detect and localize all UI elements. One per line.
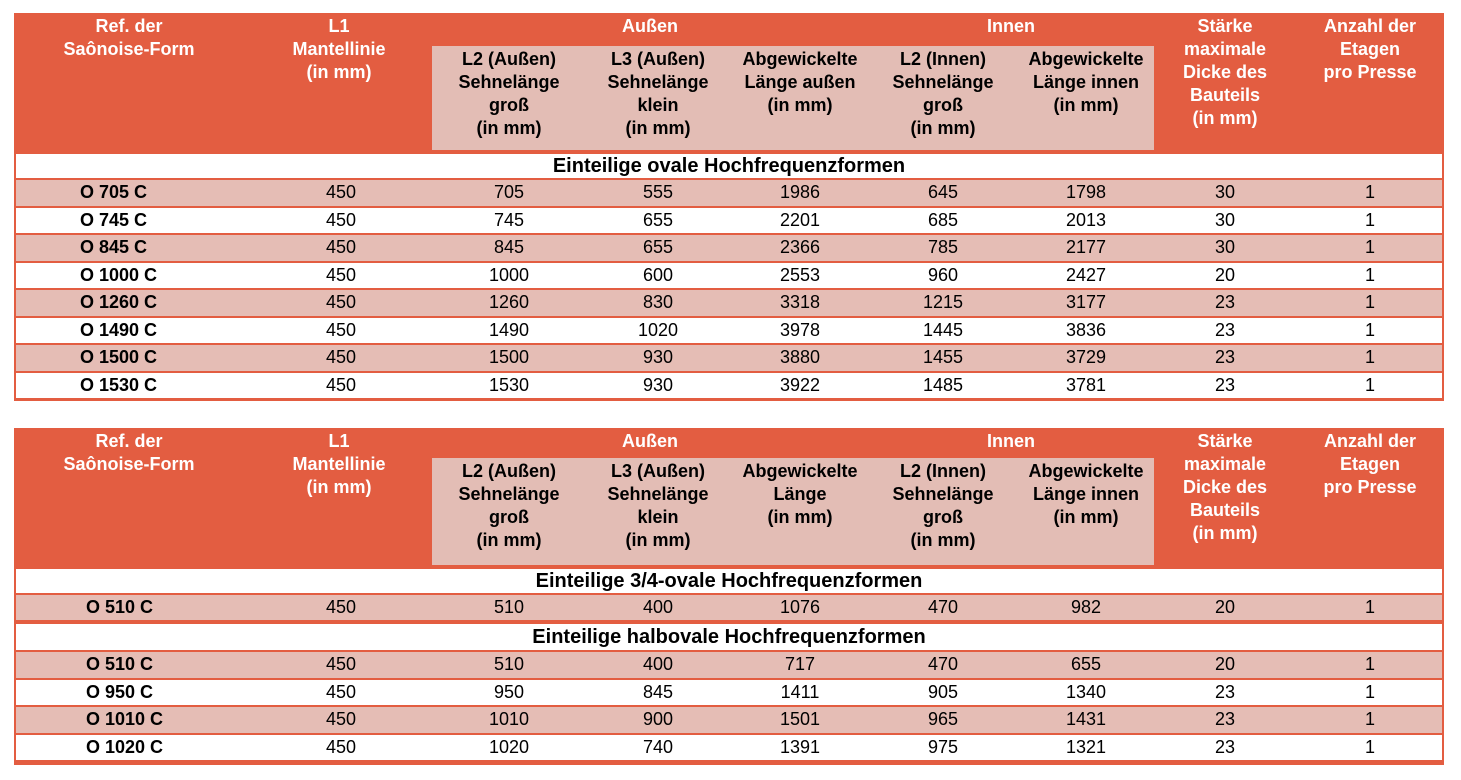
cell-ref: O 510 C xyxy=(86,654,154,674)
cell-abgi: 1431 xyxy=(1065,709,1107,729)
cell-l2a: 845 xyxy=(493,237,525,257)
cell-abga: 2553 xyxy=(779,264,821,285)
cell-l2a: 950 xyxy=(493,681,525,702)
cell-anzahl: 1 xyxy=(1364,597,1375,617)
table-row xyxy=(16,735,1442,761)
cell-abgi: 2013 xyxy=(1065,209,1107,230)
cell-l3a: 830 xyxy=(642,292,674,312)
subheader-l2-innen: L2 (Innen) Sehnelänge groß (in mm) xyxy=(892,461,994,550)
subheader-l2-aussen: L2 (Außen) Sehnelänge groß (in mm) xyxy=(458,49,560,138)
cell-abgi: 1340 xyxy=(1065,681,1107,702)
cell-ref: O 950 C xyxy=(86,681,154,702)
table-row xyxy=(16,680,1442,706)
cell-staerke: 30 xyxy=(1214,182,1236,202)
cell-l3a: 930 xyxy=(642,374,674,395)
cell-staerke: 30 xyxy=(1214,237,1236,257)
section-title: Einteilige ovale Hochfrequenzformen xyxy=(16,154,1442,178)
header-ref: Ref. der Saônoise-Form xyxy=(63,431,195,474)
cell-l3a: 930 xyxy=(642,347,674,367)
cell-l2a: 1000 xyxy=(488,264,530,285)
cell-l2a: 1010 xyxy=(488,709,530,729)
table-row xyxy=(16,707,1442,733)
cell-l3a: 655 xyxy=(642,209,674,230)
table-row xyxy=(16,595,1442,620)
cell-staerke: 23 xyxy=(1214,292,1236,312)
cell-ref: O 1530 C xyxy=(80,374,158,395)
cell-l2i: 785 xyxy=(927,237,959,257)
table-row xyxy=(16,263,1442,289)
cell-abgi: 655 xyxy=(1070,654,1102,674)
table-row xyxy=(16,235,1442,261)
header-ref: Ref. der Saônoise-Form xyxy=(63,16,195,59)
cell-abga: 717 xyxy=(784,654,816,674)
cell-staerke: 23 xyxy=(1214,681,1236,702)
cell-l2i: 1485 xyxy=(922,374,964,395)
cell-l3a: 740 xyxy=(642,736,674,757)
cell-staerke: 20 xyxy=(1214,264,1236,285)
cell-ref: O 845 C xyxy=(80,237,148,257)
cell-abga: 3922 xyxy=(779,374,821,395)
subheader-l3-aussen: L3 (Außen) Sehnelänge klein (in mm) xyxy=(607,461,709,550)
section-title: Einteilige halbovale Hochfrequenzformen xyxy=(16,624,1442,650)
cell-l1: 450 xyxy=(325,654,357,674)
cell-abgi: 3729 xyxy=(1065,347,1107,367)
cell-abga: 1501 xyxy=(779,709,821,729)
cell-l2i: 965 xyxy=(927,709,959,729)
cell-l3a: 1020 xyxy=(637,319,679,340)
cell-l2i: 960 xyxy=(927,264,959,285)
cell-staerke: 20 xyxy=(1214,597,1236,617)
cell-l2i: 1215 xyxy=(922,292,964,312)
cell-anzahl: 1 xyxy=(1364,209,1375,230)
cell-l2i: 470 xyxy=(927,597,959,617)
table-row xyxy=(16,345,1442,371)
cell-ref: O 1500 C xyxy=(80,347,158,367)
cell-l3a: 400 xyxy=(642,597,674,617)
cell-l2i: 975 xyxy=(927,736,959,757)
cell-ref: O 705 C xyxy=(80,182,148,202)
subheader-abgewickelt-aussen: Abgewickelte Länge außen (in mm) xyxy=(742,49,858,115)
cell-l3a: 555 xyxy=(642,182,674,202)
header-anzahl: Anzahl der Etagen pro Presse xyxy=(1323,431,1417,497)
table-row xyxy=(16,180,1442,206)
cell-l2a: 1500 xyxy=(488,347,530,367)
cell-ref: O 1490 C xyxy=(80,319,158,340)
cell-abgi: 3781 xyxy=(1065,374,1107,395)
cell-l1: 450 xyxy=(325,681,357,702)
cell-abga: 3978 xyxy=(779,319,821,340)
cell-anzahl: 1 xyxy=(1364,237,1375,257)
table-row xyxy=(16,373,1442,399)
cell-staerke: 23 xyxy=(1214,736,1236,757)
header-aussen: Außen xyxy=(622,431,678,451)
cell-l2a: 745 xyxy=(493,209,525,230)
table-ovale-formen xyxy=(14,13,1444,401)
subheader-abgewickelt: Abgewickelte Länge (in mm) xyxy=(742,461,858,527)
cell-l2a: 1490 xyxy=(488,319,530,340)
cell-l2i: 645 xyxy=(927,182,959,202)
cell-ref: O 1260 C xyxy=(80,292,158,312)
cell-anzahl: 1 xyxy=(1364,709,1375,729)
cell-l3a: 900 xyxy=(642,709,674,729)
cell-ref: O 1000 C xyxy=(80,264,158,285)
cell-staerke: 30 xyxy=(1214,209,1236,230)
cell-anzahl: 1 xyxy=(1364,347,1375,367)
cell-abga: 1076 xyxy=(779,597,821,617)
cell-l1: 450 xyxy=(325,292,357,312)
cell-ref: O 1010 C xyxy=(86,709,164,729)
table-row xyxy=(16,290,1442,316)
header-anzahl: Anzahl der Etagen pro Presse xyxy=(1323,16,1417,82)
cell-l2a: 510 xyxy=(493,654,525,674)
cell-l2i: 905 xyxy=(927,681,959,702)
cell-l1: 450 xyxy=(325,374,357,395)
subheader-l2-aussen: L2 (Außen) Sehnelänge groß (in mm) xyxy=(458,461,560,550)
header-staerke: Stärke maximale Dicke des Bauteils (in mm) xyxy=(1182,16,1268,128)
cell-abgi: 1798 xyxy=(1065,182,1107,202)
cell-l2a: 1260 xyxy=(488,292,530,312)
cell-abgi: 2177 xyxy=(1065,237,1107,257)
cell-anzahl: 1 xyxy=(1364,264,1375,285)
cell-ref: O 510 C xyxy=(86,597,154,617)
cell-l1: 450 xyxy=(325,264,357,285)
table-teilovale-formen xyxy=(14,428,1444,765)
header-innen: Innen xyxy=(987,431,1035,451)
table-row xyxy=(16,208,1442,234)
cell-staerke: 23 xyxy=(1214,374,1236,395)
subheader-l3-aussen: L3 (Außen) Sehnelänge klein (in mm) xyxy=(607,49,709,138)
cell-anzahl: 1 xyxy=(1364,681,1375,702)
section-title: Einteilige 3/4-ovale Hochfrequenzformen xyxy=(16,569,1442,593)
cell-abga: 3318 xyxy=(779,292,821,312)
cell-ref: O 1020 C xyxy=(86,736,164,757)
cell-abgi: 2427 xyxy=(1065,264,1107,285)
subheader-abgewickelt-innen: Abgewickelte Länge innen (in mm) xyxy=(1028,461,1144,527)
cell-l1: 450 xyxy=(325,182,357,202)
cell-ref: O 745 C xyxy=(80,209,148,230)
cell-l2a: 1530 xyxy=(488,374,530,395)
cell-l1: 450 xyxy=(325,347,357,367)
cell-l3a: 655 xyxy=(642,237,674,257)
cell-abga: 1391 xyxy=(779,736,821,757)
subheader-panel xyxy=(432,46,1154,150)
cell-l1: 450 xyxy=(325,319,357,340)
subheader-l2-innen: L2 (Innen) Sehnelänge groß (in mm) xyxy=(892,49,994,138)
table-row xyxy=(16,652,1442,678)
cell-abgi: 3177 xyxy=(1065,292,1107,312)
cell-abgi: 982 xyxy=(1070,597,1102,617)
cell-l1: 450 xyxy=(325,597,357,617)
subheader-panel xyxy=(432,458,1154,565)
header-innen: Innen xyxy=(987,16,1035,36)
cell-l1: 450 xyxy=(325,736,357,757)
cell-l3a: 400 xyxy=(642,654,674,674)
cell-l2a: 705 xyxy=(493,182,525,202)
header-l1: L1 Mantellinie (in mm) xyxy=(292,431,386,497)
cell-anzahl: 1 xyxy=(1364,374,1375,395)
cell-anzahl: 1 xyxy=(1364,182,1375,202)
cell-abgi: 3836 xyxy=(1065,319,1107,340)
cell-staerke: 20 xyxy=(1214,654,1236,674)
cell-abga: 2366 xyxy=(779,237,821,257)
header-l1: L1 Mantellinie (in mm) xyxy=(292,16,386,82)
cell-staerke: 23 xyxy=(1214,319,1236,340)
cell-staerke: 23 xyxy=(1214,347,1236,367)
subheader-abgewickelt-innen: Abgewickelte Länge innen (in mm) xyxy=(1028,49,1144,115)
cell-l1: 450 xyxy=(325,237,357,257)
cell-l2i: 1455 xyxy=(922,347,964,367)
cell-l1: 450 xyxy=(325,209,357,230)
cell-l2i: 470 xyxy=(927,654,959,674)
cell-staerke: 23 xyxy=(1214,709,1236,729)
cell-l2i: 685 xyxy=(927,209,959,230)
cell-abga: 1411 xyxy=(780,681,820,702)
cell-abgi: 1321 xyxy=(1065,736,1107,757)
header-aussen: Außen xyxy=(622,16,678,36)
cell-anzahl: 1 xyxy=(1364,654,1375,674)
cell-anzahl: 1 xyxy=(1364,319,1375,340)
cell-l2a: 510 xyxy=(493,597,525,617)
cell-anzahl: 1 xyxy=(1364,292,1375,312)
header-staerke: Stärke maximale Dicke des Bauteils (in mm) xyxy=(1182,431,1268,543)
cell-l3a: 600 xyxy=(642,264,674,285)
cell-l1: 450 xyxy=(325,709,357,729)
cell-l3a: 845 xyxy=(642,681,674,702)
cell-l2i: 1445 xyxy=(922,319,964,340)
cell-l2a: 1020 xyxy=(488,736,530,757)
cell-anzahl: 1 xyxy=(1364,736,1375,757)
table-row xyxy=(16,318,1442,344)
cell-abga: 3880 xyxy=(779,347,821,367)
cell-abga: 1986 xyxy=(779,182,821,202)
cell-abga: 2201 xyxy=(779,209,821,230)
